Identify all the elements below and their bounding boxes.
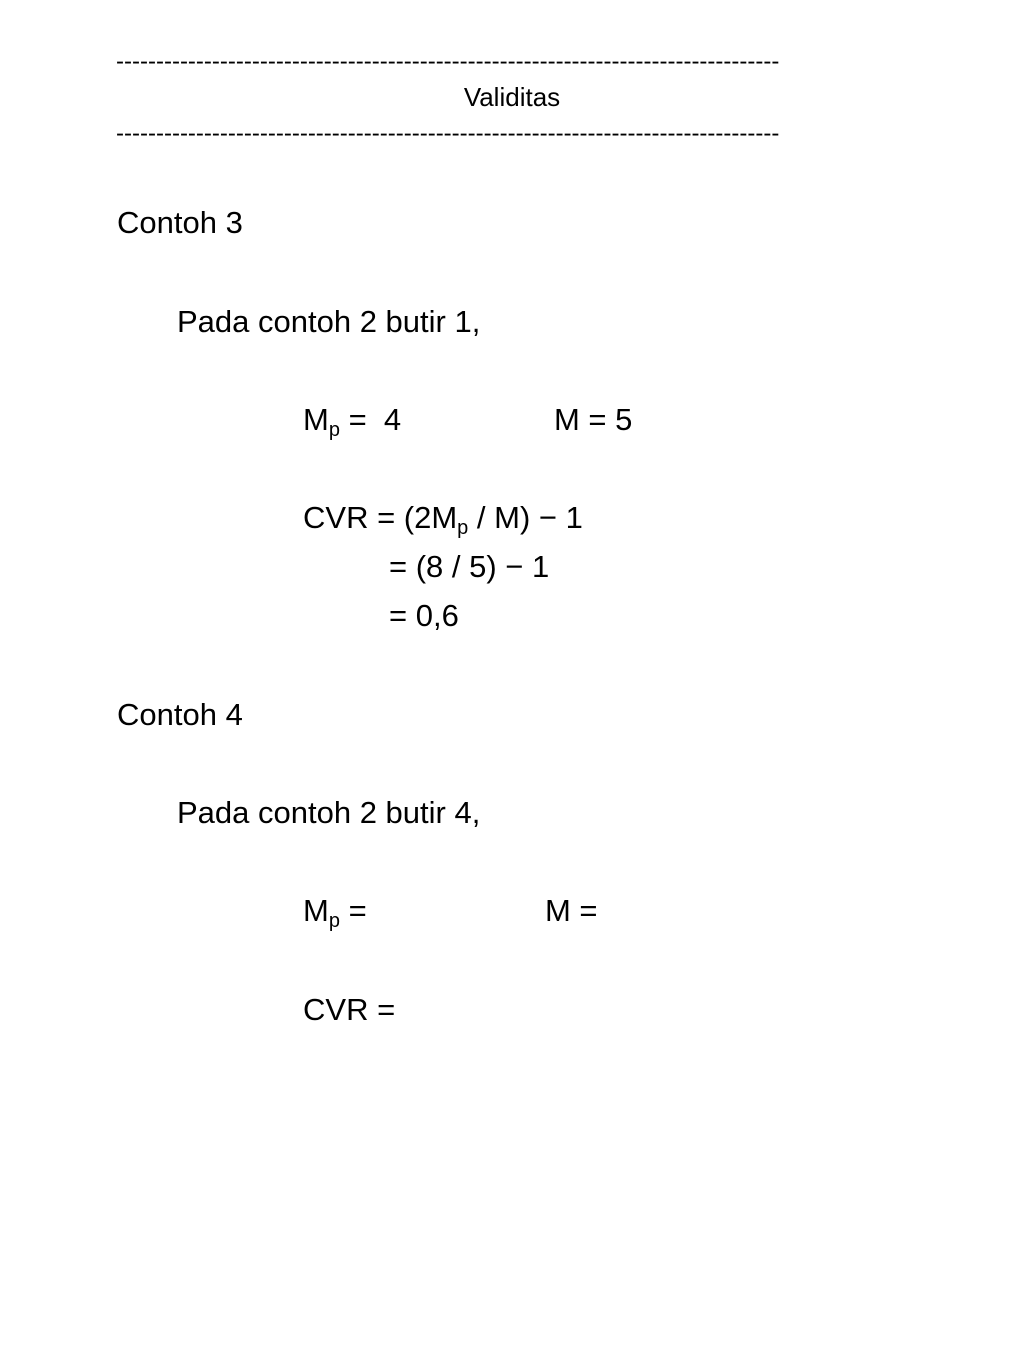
header-top-divider: -----------------------------------------------------------------------------------: [116, 50, 780, 74]
cvr-formula-part1: CVR = (2M: [303, 500, 458, 535]
example3-m-value: M = 5: [554, 402, 633, 437]
mp-value: = 4: [339, 402, 402, 437]
example4-cvr-formula: CVR =: [303, 992, 396, 1027]
page-title: Validitas: [463, 82, 561, 112]
example3-cvr-substitution: = (8 / 5) − 1: [389, 549, 550, 584]
mp-symbol: M: [303, 893, 329, 928]
example4-heading: Contoh 4: [117, 697, 243, 732]
example4-intro: Pada contoh 2 butir 4,: [177, 795, 481, 830]
example3-mp-line: [303, 402, 402, 441]
example3-intro: Pada contoh 2 butir 1,: [177, 304, 481, 339]
example4-mp-line: [303, 893, 367, 932]
header-bottom-divider: -----------------------------------------------------------------------------------: [116, 122, 780, 146]
cvr-formula-part2: / M) − 1: [468, 500, 583, 535]
cvr-formula-subscript: p: [457, 517, 469, 539]
example3-cvr-result: = 0,6: [389, 598, 459, 633]
example3-cvr-formula: [303, 500, 583, 539]
mp-symbol: M: [303, 402, 329, 437]
mp-subscript: p: [328, 419, 340, 441]
mp-value: =: [339, 893, 367, 928]
example3-heading: Contoh 3: [117, 205, 243, 240]
example4-m-value: M =: [545, 893, 598, 928]
mp-subscript: p: [328, 910, 340, 932]
